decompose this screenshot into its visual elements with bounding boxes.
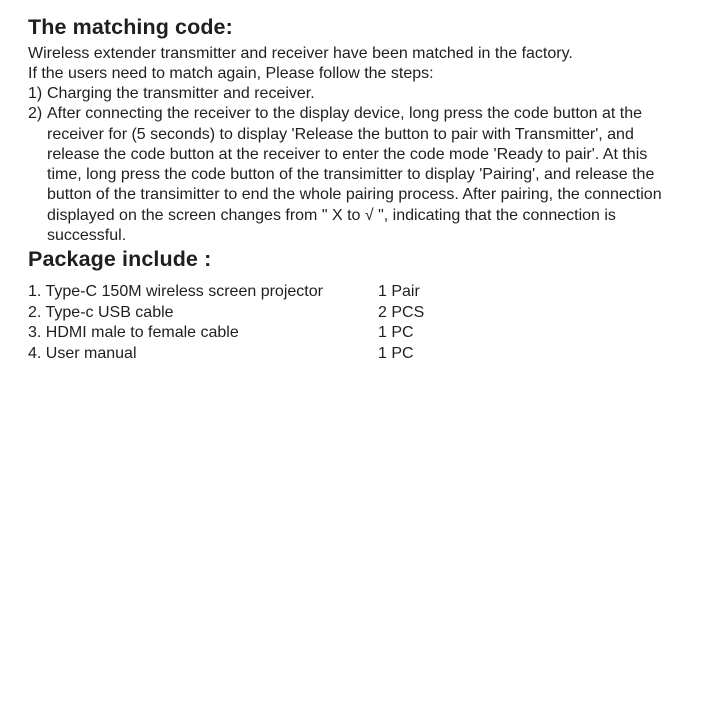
package-item-name: 1. Type-C 150M wireless screen projector [28, 283, 323, 301]
step-text: After connecting the receiver to the display device, long press the code button at the receiver for (5 seconds) to display 'Release the button to pair with Transmitter', and release the code button at the receiver to enter the code mode 'Ready to pair'. At this time, long press the code button of the transimitter to display 'Pairing', and release the button of the transimitter to end the whole pairing process. After pairing, the connection displayed on the screen changes from " X to √ ", indicating that the connection is successful. [47, 105, 662, 245]
package-title: Package include : [28, 247, 212, 272]
package-item [28, 303, 708, 324]
matching-code-section [28, 14, 708, 246]
package-item-qty: 2 PCS [378, 303, 425, 321]
package-item-qty: 1 Pair [378, 283, 420, 301]
package-item-name: 2. Type-c USB cable [28, 303, 174, 321]
package-list [28, 282, 708, 364]
package-item [28, 323, 708, 344]
matching-code-title: The matching code: [28, 15, 233, 39]
package-item [28, 344, 708, 365]
package-item [28, 282, 708, 303]
intro-line-1: Wireless extender transmitter and receiver have been matched in the factory. [28, 45, 573, 62]
step-text: Charging the transmitter and receiver. [47, 85, 315, 102]
package-item-name: 4. User manual [28, 344, 137, 362]
package-section [28, 246, 708, 364]
document [28, 14, 708, 364]
step-1 [28, 84, 708, 104]
step-2 [28, 104, 708, 246]
package-item-qty: 1 PC [378, 344, 414, 362]
intro-line-2: If the users need to match again, Please follow the steps: [28, 65, 434, 82]
package-item-name: 3. HDMI male to female cable [28, 324, 239, 342]
package-item-qty: 1 PC [378, 324, 414, 342]
step-number: 2) [28, 105, 43, 123]
step-number: 1) [28, 85, 43, 102]
